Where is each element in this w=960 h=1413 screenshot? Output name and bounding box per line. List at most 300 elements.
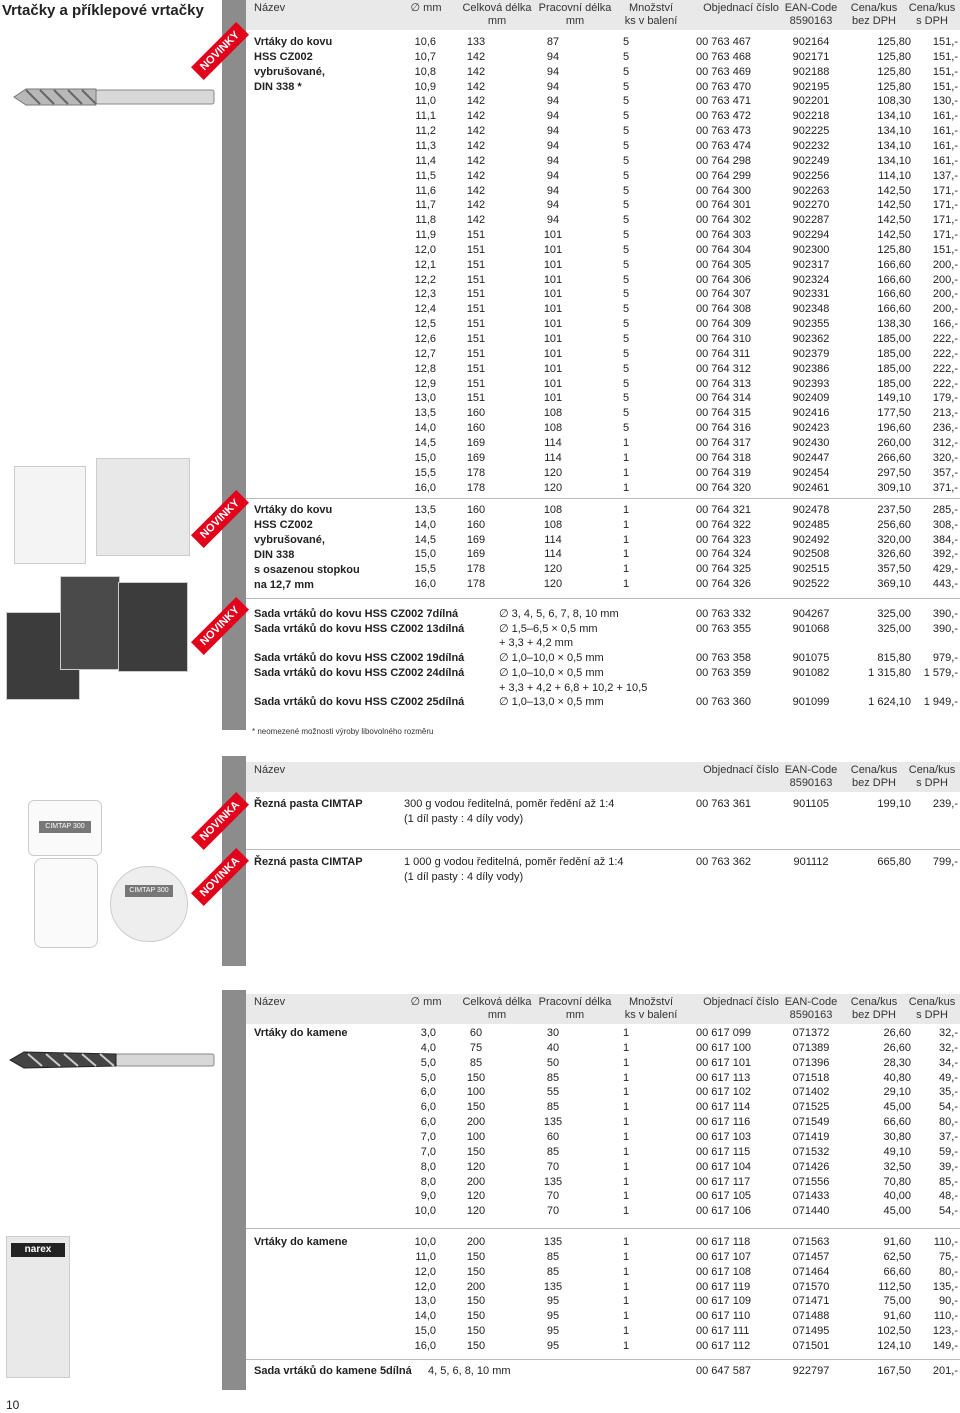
cell-diameter: 16,0 (414, 1339, 436, 1352)
cell-working-length: 135 (543, 1236, 563, 1248)
cell-ean-code: 902409 (792, 392, 830, 405)
table-row (246, 695, 960, 710)
cell-price-net: 149,10 (877, 392, 911, 405)
cell-price-gross: 171,- (932, 214, 958, 227)
cell-ean-code: 902522 (792, 578, 830, 590)
table-row (246, 1085, 960, 1100)
cell-total-length: 151 (466, 377, 486, 390)
cell-ean-code: 071396 (792, 1056, 830, 1069)
cell-price-net: 297,50 (877, 466, 911, 479)
cell-price-net: 134,10 (877, 139, 911, 152)
cell-price-gross: 799,- (932, 856, 958, 868)
cell-order-number: 00 763 471 (696, 95, 752, 108)
cell-total-length: 142 (466, 125, 486, 138)
cell-ean-code: 071402 (792, 1086, 830, 1099)
cell-quantity: 1 (622, 436, 630, 449)
cell-quantity: 1 (622, 481, 630, 494)
cell-price-net: 125,80 (877, 80, 911, 93)
row-separator (246, 498, 960, 499)
cell-total-length: 160 (466, 504, 486, 516)
cell-ean-code: 071457 (792, 1250, 830, 1263)
cell-total-length: 151 (466, 362, 486, 375)
table-row (246, 406, 960, 421)
cell-order-number: 00 764 311 (696, 347, 751, 360)
cell-quantity: 5 (622, 95, 630, 108)
cell-ean-code: 904267 (792, 608, 830, 620)
cell-product-name: Řezná pasta CIMTAP (254, 798, 363, 810)
cell-order-number: 00 617 106 (696, 1205, 752, 1218)
cell-order-number: 00 617 114 (696, 1101, 751, 1114)
header-price-gross: Cena/kus s DPH (908, 764, 956, 789)
table-row (246, 1294, 960, 1309)
cell-working-length: 101 (543, 377, 563, 390)
cell-quantity: 5 (622, 229, 630, 242)
cell-total-length: 150 (466, 1310, 486, 1323)
cell-total-length: 142 (466, 214, 486, 227)
cell-total-length: 150 (466, 1265, 486, 1278)
cell-quantity: 5 (622, 169, 630, 182)
cell-price-net: 357,50 (877, 563, 911, 576)
header-quantity: Množství ks v balení (624, 996, 678, 1021)
table-row (246, 1235, 960, 1250)
cell-order-number: 00 764 324 (696, 548, 752, 561)
table-row (246, 1145, 960, 1160)
cell-price-net: 102,50 (877, 1325, 911, 1338)
cell-working-length: 135 (543, 1175, 563, 1188)
product-name-line: Vrtáky do kovu (254, 36, 333, 48)
cell-price-gross: 49,- (939, 1071, 958, 1084)
cell-working-length: 101 (543, 229, 563, 242)
new-badge: NOVINKY (191, 490, 249, 548)
cell-price-net: 142,50 (877, 199, 911, 212)
cell-order-number: 00 764 318 (696, 451, 752, 464)
cell-total-length: 169 (466, 436, 486, 449)
cell-total-length: 151 (466, 318, 486, 331)
table-row (246, 562, 960, 577)
cell-order-number: 00 764 313 (696, 377, 752, 390)
cell-ean-code: 902317 (792, 258, 830, 271)
cell-order-number: 00 617 099 (696, 1027, 752, 1039)
cell-order-number: 00 763 472 (696, 110, 752, 123)
cell-ean-code: 902263 (792, 184, 830, 197)
cell-set-spec: + 3,3 + 4,2 + 6,8 + 10,2 + 10,5 (499, 681, 648, 694)
cell-working-length: 120 (543, 578, 563, 590)
cell-order-number: 00 617 100 (696, 1041, 752, 1054)
cell-working-length: 95 (546, 1310, 560, 1323)
cell-diameter: 11,5 (415, 169, 436, 182)
cell-ean-code: 071426 (792, 1160, 830, 1173)
cell-working-length: 95 (546, 1325, 560, 1338)
cell-diameter: 6,0 (420, 1101, 436, 1114)
cell-order-number: 00 764 302 (696, 214, 752, 227)
cell-quantity: 5 (622, 347, 630, 360)
cell-quantity: 1 (622, 1160, 630, 1173)
cell-diameter: 8,0 (420, 1160, 436, 1173)
cell-working-length: 85 (546, 1265, 560, 1278)
header-total-length: Celková délka mm (462, 996, 532, 1021)
cell-price-net: 134,10 (877, 125, 911, 138)
cell-ean-code: 071495 (792, 1325, 830, 1338)
table-row (246, 362, 960, 377)
header-name: Název (254, 2, 286, 14)
cell-working-length: 50 (546, 1056, 560, 1069)
header-order-number: Objednací číslo (703, 996, 779, 1008)
table-row (246, 1250, 960, 1265)
cell-price-gross: 213,- (932, 407, 958, 420)
cell-order-number: 00 617 103 (696, 1130, 752, 1143)
product-name-line: Vrtáky do kamene (254, 1027, 348, 1039)
cell-price-gross: 390,- (932, 622, 958, 635)
new-badge: NOVINKY (191, 22, 249, 80)
cell-price-gross: 171,- (932, 199, 958, 212)
cell-quantity: 5 (622, 125, 630, 138)
cell-total-length: 169 (466, 451, 486, 464)
cell-quantity: 1 (622, 1265, 630, 1278)
cell-diameter: 14,0 (414, 1310, 436, 1323)
cell-price-gross: 171,- (932, 229, 958, 242)
cell-price-gross: 200,- (932, 303, 958, 316)
cell-price-gross: 390,- (932, 608, 958, 620)
page-number: 10 (6, 1398, 20, 1412)
cell-total-length: 151 (466, 273, 486, 286)
cell-ean-code: 922797 (792, 1365, 830, 1377)
cell-price-net: 108,30 (877, 95, 911, 108)
cell-price-gross: 35,- (939, 1086, 958, 1099)
cell-order-number: 00 764 314 (696, 392, 752, 405)
table-row (246, 332, 960, 347)
cell-price-net: 134,10 (877, 110, 911, 123)
cell-working-length: 94 (546, 199, 560, 212)
cell-diameter: 16,0 (414, 481, 436, 494)
cell-quantity: 5 (622, 184, 630, 197)
cell-order-number: 00 764 315 (696, 407, 752, 420)
header-order-number: Objednací číslo (703, 2, 779, 14)
table-row (246, 607, 960, 622)
cell-working-length: 94 (546, 80, 560, 93)
metal-drill-bit-icon (6, 82, 216, 112)
cell-diameter: 7,0 (420, 1130, 436, 1143)
cell-order-number: 00 764 306 (696, 273, 752, 286)
cell-price-gross: 90,- (939, 1295, 958, 1308)
cell-working-length: 30 (546, 1027, 560, 1039)
cell-total-length: 151 (466, 392, 486, 405)
cell-order-number: 00 764 309 (696, 318, 752, 331)
table-row (246, 451, 960, 466)
table-row (246, 533, 960, 548)
table-row (246, 1160, 960, 1175)
cell-working-length: 70 (546, 1205, 560, 1218)
cell-order-number: 00 617 104 (696, 1160, 752, 1173)
cell-total-length: 200 (466, 1116, 486, 1129)
cell-set-name: Sada vrtáků do kamene 5dílná (254, 1365, 412, 1377)
cell-price-net: 138,30 (877, 318, 911, 331)
masonry-drill-set-image (6, 1236, 70, 1378)
cell-diameter: 7,0 (420, 1145, 436, 1158)
cell-working-length: 108 (543, 422, 563, 435)
cell-quantity: 5 (622, 258, 630, 271)
header-ean: EAN-Code 8590163 (784, 996, 838, 1021)
header-ean: EAN-Code 8590163 (784, 764, 838, 789)
header-ean: EAN-Code 8590163 (784, 2, 838, 27)
cell-working-length: 95 (546, 1339, 560, 1352)
cell-working-length: 101 (543, 258, 563, 271)
cell-working-length: 95 (546, 1295, 560, 1308)
cell-working-length: 120 (543, 563, 563, 576)
cell-price-net: 260,00 (877, 436, 911, 449)
cell-price-net: 166,60 (877, 258, 911, 271)
cell-description: (1 díl pasty : 4 díly vody) (404, 871, 524, 883)
cell-quantity: 1 (622, 548, 630, 561)
cell-ean-code: 902256 (792, 169, 830, 182)
cell-price-net: 125,80 (877, 50, 911, 63)
cell-ean-code: 901082 (792, 666, 830, 679)
cell-price-gross: 151,- (932, 80, 958, 93)
cell-order-number: 00 764 304 (696, 243, 752, 256)
cell-working-length: 108 (543, 407, 563, 420)
cell-price-net: 30,80 (883, 1130, 911, 1143)
cell-working-length: 101 (543, 347, 563, 360)
cell-order-number: 00 617 113 (696, 1071, 751, 1084)
cell-diameter: 6,0 (420, 1086, 436, 1099)
cell-diameter: 11,9 (415, 229, 436, 242)
table-row (246, 1115, 960, 1130)
cell-price-net: 166,60 (877, 288, 911, 301)
cell-working-length: 94 (546, 169, 560, 182)
cell-working-length: 85 (546, 1250, 560, 1263)
cell-order-number: 00 763 332 (696, 608, 752, 620)
cell-price-gross: 151,- (932, 65, 958, 78)
cell-working-length: 94 (546, 184, 560, 197)
cell-working-length: 114 (544, 533, 562, 546)
cell-quantity: 1 (622, 1205, 630, 1218)
header-price-gross: Cena/kus s DPH (908, 996, 956, 1021)
cell-price-gross: 312,- (932, 436, 958, 449)
cell-diameter: 12,0 (414, 243, 436, 256)
cell-quantity: 5 (622, 273, 630, 286)
cell-price-gross: 85,- (939, 1175, 958, 1188)
cell-order-number: 00 763 358 (696, 652, 752, 665)
cell-diameter: 10,8 (414, 65, 436, 78)
cell-working-length: 85 (546, 1145, 560, 1158)
cell-diameter: 15,5 (414, 466, 436, 479)
cell-price-gross: 429,- (932, 563, 958, 576)
paste-label: CIMTAP 300 (125, 885, 173, 897)
cell-total-length: 142 (466, 184, 486, 197)
cell-ean-code: 071419 (792, 1130, 830, 1143)
cell-price-net: 40,80 (883, 1071, 911, 1084)
cell-quantity: 5 (622, 50, 630, 63)
cell-ean-code: 902393 (792, 377, 830, 390)
cell-description: (1 díl pasty : 4 díly vody) (404, 813, 524, 825)
table-row (246, 666, 960, 681)
cell-working-length: 114 (544, 548, 562, 561)
cell-ean-code: 071570 (792, 1280, 830, 1293)
cell-quantity: 1 (622, 1086, 630, 1099)
cell-price-gross: 110,- (933, 1310, 958, 1323)
cell-price-net: 199,10 (877, 798, 911, 810)
cell-diameter: 10,7 (414, 50, 436, 63)
cell-ean-code: 902362 (792, 333, 830, 345)
cell-ean-code: 071372 (792, 1027, 830, 1039)
cell-ean-code: 902287 (792, 214, 830, 227)
table-row (246, 1041, 960, 1056)
cell-price-gross: 1 579,- (923, 666, 958, 679)
cell-price-net: 26,60 (883, 1041, 911, 1054)
cell-price-net: 91,60 (883, 1310, 911, 1323)
product-name-line: HSS CZ002 (254, 51, 313, 63)
cell-quantity: 1 (622, 1310, 630, 1323)
cell-diameter: 11,1 (415, 110, 436, 123)
new-badge: NOVINKA (191, 792, 249, 850)
table-row (246, 1189, 960, 1204)
cell-ean-code: 902454 (792, 466, 830, 479)
cell-price-net: 815,80 (877, 652, 911, 665)
new-badge: NOVINKY (191, 597, 249, 655)
cell-price-net: 166,60 (877, 273, 911, 286)
table-row (246, 1175, 960, 1190)
cell-total-length: 142 (466, 154, 486, 167)
cell-quantity: 1 (622, 1116, 630, 1129)
product-name-line: na 12,7 mm (254, 579, 314, 591)
cell-total-length: 151 (466, 229, 486, 242)
cell-quantity: 1 (622, 1250, 630, 1263)
table-row (246, 124, 960, 139)
cell-quantity: 5 (622, 243, 630, 256)
table-header-2 (246, 762, 960, 792)
cell-order-number: 00 763 467 (696, 36, 752, 48)
cell-order-number: 00 764 320 (696, 481, 752, 494)
cell-total-length: 160 (466, 518, 486, 531)
cell-order-number: 00 764 307 (696, 288, 752, 301)
cell-total-length: 100 (466, 1086, 486, 1099)
cell-quantity: 1 (622, 504, 630, 516)
cell-price-net: 66,60 (883, 1116, 911, 1129)
cell-price-gross: 137,- (932, 169, 958, 182)
cell-quantity: 1 (622, 1325, 630, 1338)
cell-ean-code: 902218 (792, 110, 830, 123)
drill-set-open-case-image (96, 458, 190, 556)
cell-total-length: 133 (466, 36, 486, 48)
cell-quantity: 1 (622, 1145, 630, 1158)
cell-quantity: 1 (622, 1280, 630, 1293)
table-row (246, 1071, 960, 1086)
cell-working-length: 114 (544, 451, 562, 464)
cell-total-length: 60 (469, 1027, 483, 1039)
row-separator (246, 598, 960, 599)
cell-total-length: 150 (466, 1071, 486, 1084)
cell-ean-code: 902416 (792, 407, 830, 420)
cell-price-net: 665,80 (877, 856, 911, 868)
cell-order-number: 00 617 116 (696, 1116, 751, 1129)
cell-quantity: 5 (622, 199, 630, 212)
product-name-line: Vrtáky do kovu (254, 504, 333, 516)
cell-price-net: 114,10 (878, 169, 911, 182)
cell-ean-code: 071549 (792, 1116, 830, 1129)
cell-ean-code: 902348 (792, 303, 830, 316)
cell-price-net: 62,50 (883, 1250, 911, 1263)
cell-set-name: Sada vrtáků do kovu HSS CZ002 7dílná (254, 608, 459, 620)
table-row (246, 1339, 960, 1354)
cell-order-number: 00 617 111 (696, 1325, 750, 1338)
cell-ean-code: 902195 (792, 80, 830, 93)
cell-total-length: 142 (466, 95, 486, 108)
table-row (246, 651, 960, 666)
cell-ean-code: 902225 (792, 125, 830, 138)
header-price-net: Cena/kus bez DPH (850, 2, 898, 27)
cell-price-gross: 222,- (932, 347, 958, 360)
cell-price-gross: 320,- (932, 451, 958, 464)
cell-total-length: 142 (466, 110, 486, 123)
cell-order-number: 00 763 473 (696, 125, 752, 138)
cell-ean-code: 902232 (792, 139, 830, 152)
cell-ean-code: 902430 (792, 436, 830, 449)
cell-diameter: 12,8 (414, 362, 436, 375)
cell-description: 1 000 g vodou ředitelná, poměr ředění až 1:4 (404, 856, 624, 868)
header-working-length: Pracovní délka mm (538, 2, 612, 27)
table-row (246, 243, 960, 258)
cell-diameter: 8,0 (420, 1175, 436, 1188)
table-row (246, 436, 960, 451)
cell-order-number: 00 764 301 (696, 199, 752, 212)
cell-price-gross: 308,- (932, 518, 958, 531)
footnote: * neomezené možnosti výroby libovolného rozměru (252, 727, 434, 736)
cell-quantity: 5 (622, 154, 630, 167)
cell-price-gross: 222,- (932, 333, 958, 345)
header-total-length: Celková délka mm (462, 2, 532, 27)
cell-diameter: 13,5 (414, 407, 436, 420)
cell-order-number: 00 763 362 (696, 856, 752, 868)
cell-price-net: 177,50 (877, 407, 911, 420)
product-name-line: Vrtáky do kamene (254, 1236, 348, 1248)
cell-order-number: 00 764 317 (696, 436, 752, 449)
cell-total-length: 120 (466, 1205, 486, 1218)
table-row (246, 35, 960, 50)
product-name-line: DIN 338 * (254, 81, 302, 93)
cell-quantity: 5 (622, 110, 630, 123)
cell-diameter: 12,5 (414, 318, 436, 331)
table-row (246, 94, 960, 109)
cell-order-number: 00 764 319 (696, 466, 752, 479)
cell-total-length: 150 (466, 1101, 486, 1114)
cell-ean-code: 902294 (792, 229, 830, 242)
cell-total-length: 150 (466, 1250, 486, 1263)
cell-total-length: 200 (466, 1175, 486, 1188)
cell-quantity: 1 (622, 533, 630, 546)
cell-price-gross: 39,- (939, 1160, 958, 1173)
cell-order-number: 00 617 119 (696, 1280, 751, 1293)
cell-price-net: 320,00 (877, 533, 911, 546)
cell-ean-code: 901105 (793, 798, 829, 810)
table-header-3 (246, 994, 960, 1024)
cell-order-number: 00 764 321 (696, 504, 752, 516)
cell-total-length: 142 (466, 80, 486, 93)
cell-working-length: 94 (546, 125, 560, 138)
table-row (246, 302, 960, 317)
cell-price-gross: 161,- (932, 125, 958, 138)
table-row (246, 198, 960, 213)
cell-working-length: 101 (543, 392, 563, 405)
cell-price-net: 26,60 (883, 1027, 911, 1039)
cell-price-net: 28,30 (883, 1056, 911, 1069)
cell-set-spec: ∅ 1,0–10,0 × 0,5 mm (499, 652, 604, 665)
cell-working-length: 101 (543, 333, 563, 345)
cell-price-gross: 166,- (932, 318, 958, 331)
cell-price-gross: 171,- (932, 184, 958, 197)
cell-quantity: 1 (622, 1236, 630, 1248)
paste-label: CIMTAP 300 (39, 821, 91, 833)
header-order-number: Objednací číslo (703, 764, 779, 776)
cell-quantity: 5 (622, 288, 630, 301)
